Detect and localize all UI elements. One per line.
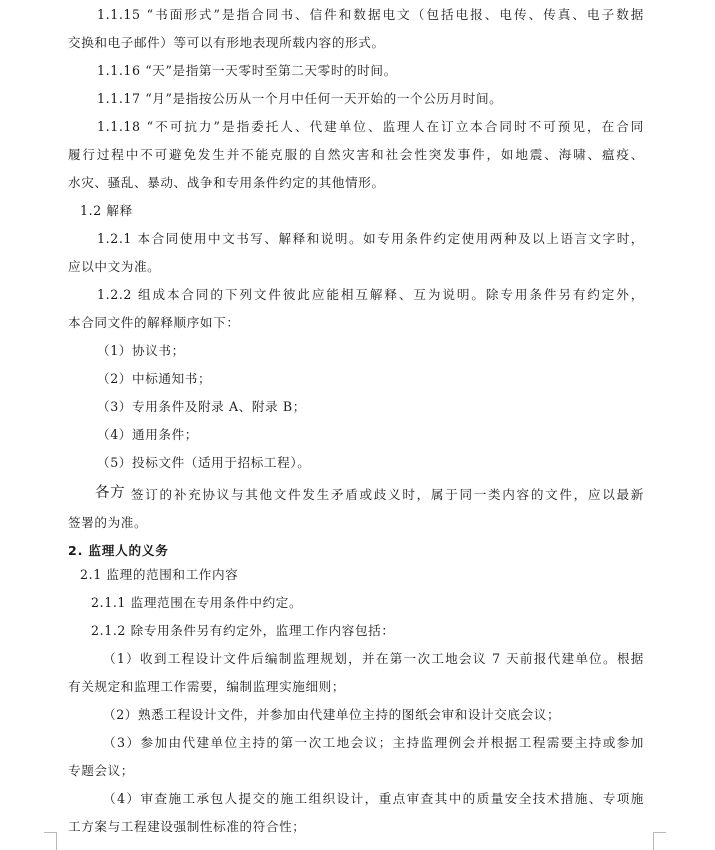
section-2-1-heading: 2.1 监理的范围和工作内容: [80, 567, 239, 582]
clause-1-1-15-line2: 交换和电子邮件）等可以有形地表现所载内容的形式。: [68, 35, 385, 50]
list-item-4: （4）通用条件；: [97, 427, 198, 442]
clause-1-1-17: 1.1.17 “月”是指按公历从一个月中任何一天开始的一个公历月时间。: [97, 91, 503, 106]
duty-1-line2: 有关规定和监理工作需要，编制监理实施细则；: [68, 679, 346, 694]
section-1-2-heading: 1.2 解释: [80, 203, 133, 218]
duty-4-line2: 工方案与工程建设强制性标准的符合性；: [68, 819, 306, 834]
duty-1-line1: （1）收到工程设计文件后编制监理规划，并在第一次工地会议 7 天前报代建单位。根据: [103, 651, 644, 666]
clause-1-1-15-line1: 1.1.15 “书面形式”是指合同书、信件和数据电文（包括电报、电传、传真、电子数据: [97, 7, 644, 22]
margin-mark-left-h: [44, 832, 57, 833]
clause-1-1-18-line1: 1.1.18 “不可抗力”是指委托人、代建单位、监理人在订立本合同时不可预见，在合同: [97, 119, 644, 134]
clause-1-1-18-line3: 水灾、骚乱、暴动、战争和专用条件约定的其他情形。: [68, 175, 385, 190]
clause-1-2-2-line2: 本合同文件的解释顺序如下：: [68, 315, 240, 330]
section-2-heading: 2. 监理人的义务: [68, 543, 169, 558]
clause-1-1-16: 1.1.16 “天”是指第一天零时至第二天零时的时间。: [97, 63, 397, 78]
margin-mark-left: [56, 832, 57, 850]
clause-1-2-1-line2: 应以中文为准。: [68, 259, 161, 274]
supplement-line2: 签署的为准。: [68, 515, 148, 530]
list-item-2: （2）中标通知书；: [97, 371, 212, 386]
supplement-lead: 各方: [95, 485, 126, 501]
clause-1-2-2-line1: 1.2.2 组成本合同的下列文件彼此应能相互解释、互为说明。除专用条件另有约定外，: [97, 287, 644, 302]
list-item-5: （5）投标文件（适用于招标工程）。: [97, 455, 311, 470]
duty-4-line1: （4）审查施工承包人提交的施工组织设计，重点审查其中的质量安全技术措施、专项施: [103, 791, 644, 806]
supplement-line1: 签订的补充协议与其他文件发生矛盾或歧义时，属于同一类内容的文件，应以最新: [131, 487, 644, 502]
duty-3-line1: （3）参加由代建单位主持的第一次工地会议；主持监理例会并根据工程需要主持或参加: [103, 735, 644, 750]
list-item-3: （3）专用条件及附录 A、附录 B；: [97, 399, 306, 414]
margin-mark-right-h: [653, 832, 666, 833]
clause-2-1-1: 2.1.1 监理范围在专用条件中约定。: [91, 595, 303, 610]
clause-2-1-2: 2.1.2 除专用条件另有约定外，监理工作内容包括：: [91, 623, 395, 638]
duty-3-line2: 专题会议；: [68, 763, 134, 778]
clause-1-2-1-line1: 1.2.1 本合同使用中文书写、解释和说明。如专用条件约定使用两种及以上语言文字时，: [97, 231, 644, 246]
margin-mark-right: [653, 832, 654, 850]
clause-1-1-18-line2: 履行过程中不可避免发生并不能克服的自然灾害和社会性突发事件，如地震、海啸、瘟疫、: [68, 147, 644, 162]
list-item-1: （1）协议书；: [97, 343, 185, 358]
duty-2: （2）熟悉工程设计文件，并参加由代建单位主持的图纸会审和设计交底会议；: [103, 707, 561, 722]
